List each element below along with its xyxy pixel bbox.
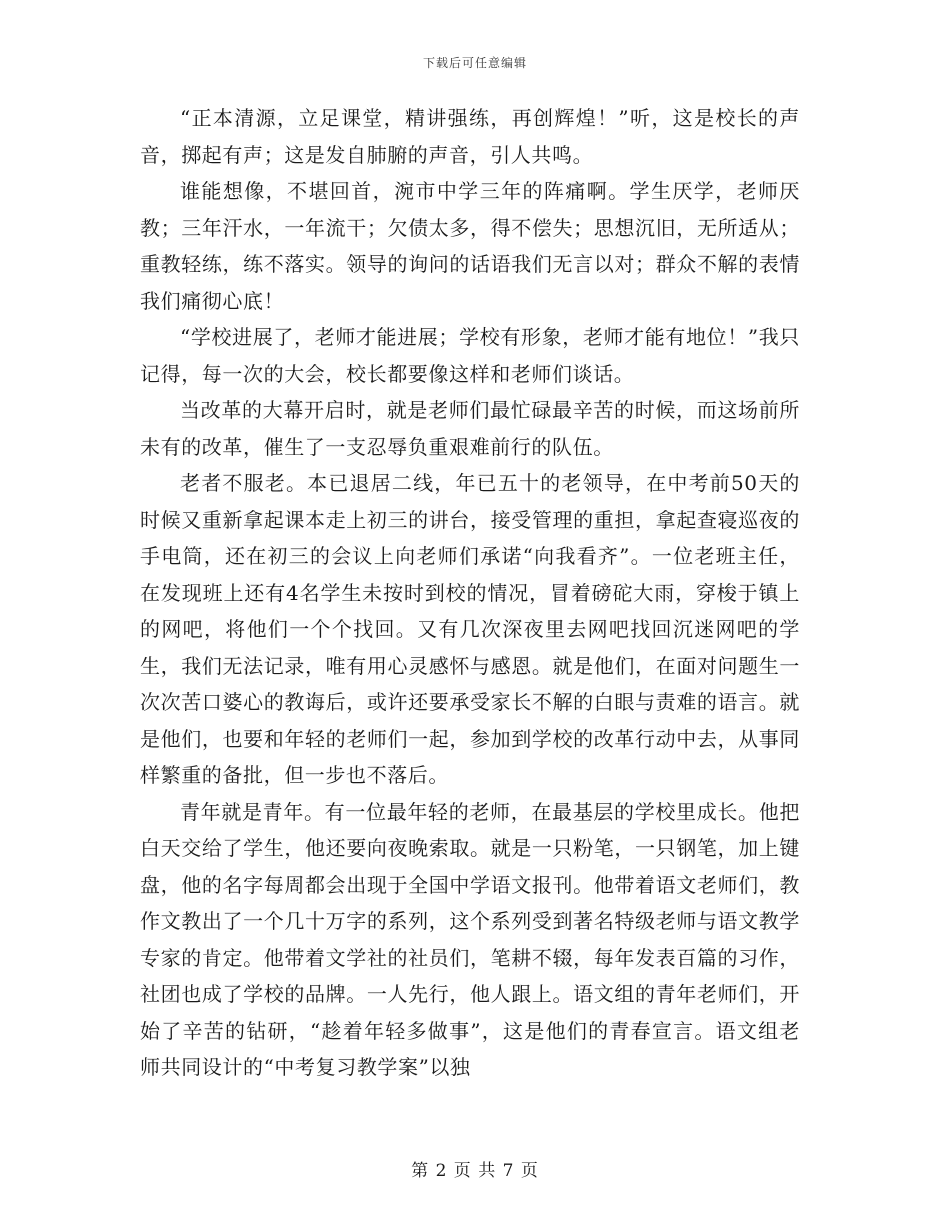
paragraph: 老者不服老。本已退居二线，年已五十的老领导，在中考前50天的时候又重新拿起课本走上初三的讲台，接受管理的重担，拿起查寝巡夜的手电筒，还在初三的会议上向老师们承诺“向我看齐”。一位老班主任，在发现班上还有4名学生未按时到校的情况，冒着磅砣大雨，穿梭于镇上的网吧，将他们一个个找回。又有几次深夜里去网吧找回沉迷网吧的学生，我们无法记录，唯有用心灵感怀与感恩。就是他们，在面对问题生一次次苦口婆心的教诲后，或许还要承受家长不解的白眼与责难的语言。就是他们，也要和年轻的老师们一起，参加到学校的改革行动中去，从事同样繁重的备批，但一步也不落后。: [140, 471, 800, 787]
paragraph: “学校进展了，老师才能进展；学校有形象，老师才能有地位！”我只记得，每一次的大会，校长都要像这样和老师们谈话。: [140, 325, 800, 386]
paragraph: “正本清源，立足课堂，精讲强练，再创辉煌！”听，这是校长的声音，掷起有声；这是发自肺腑的声音，引人共鸣。: [140, 106, 800, 167]
paragraph: 谁能想像，不堪回首，涴市中学三年的阵痛啊。学生厌学，老师厌教；三年汗水，一年流干；欠债太多，得不偿失；思想沉旧，无所适从；重教轻练，练不落实。领导的询问的话语我们无言以对；群众不解的表情我们痛彻心底！: [140, 179, 800, 313]
page-header: 下载后可任意编辑: [422, 56, 527, 70]
paragraph: 当改革的大幕开启时，就是老师们最忙碌最辛苦的时候，而这场前所未有的改革，催生了一支忍辱负重艰难前行的队伍。: [140, 398, 800, 459]
paragraph: 青年就是青年。有一位最年轻的老师，在最基层的学校里成长。他把白天交给了学生，他还要向夜晚索取。就是一只粉笔，一只钢笔，加上键盘，他的名字每周都会出现于全国中学语文报刊。他带着语文老师们，教作文教出了一个几十万字的系列，这个系列受到著名特级老师与语文教学专家的肯定。他带着文学社的社员们，笔耕不辍，每年发表百篇的习作，社团也成了学校的品牌。一人先行，他人跟上。语文组的青年老师们，开始了辛苦的钻研，“趁着年轻多做事”，这是他们的青春宣言。语文组老师共同设计的“中考复习教学案”以独: [140, 799, 800, 1079]
page-number: 第 2 页 共 7 页: [411, 1161, 539, 1181]
document-body: [140, 100, 800, 1086]
